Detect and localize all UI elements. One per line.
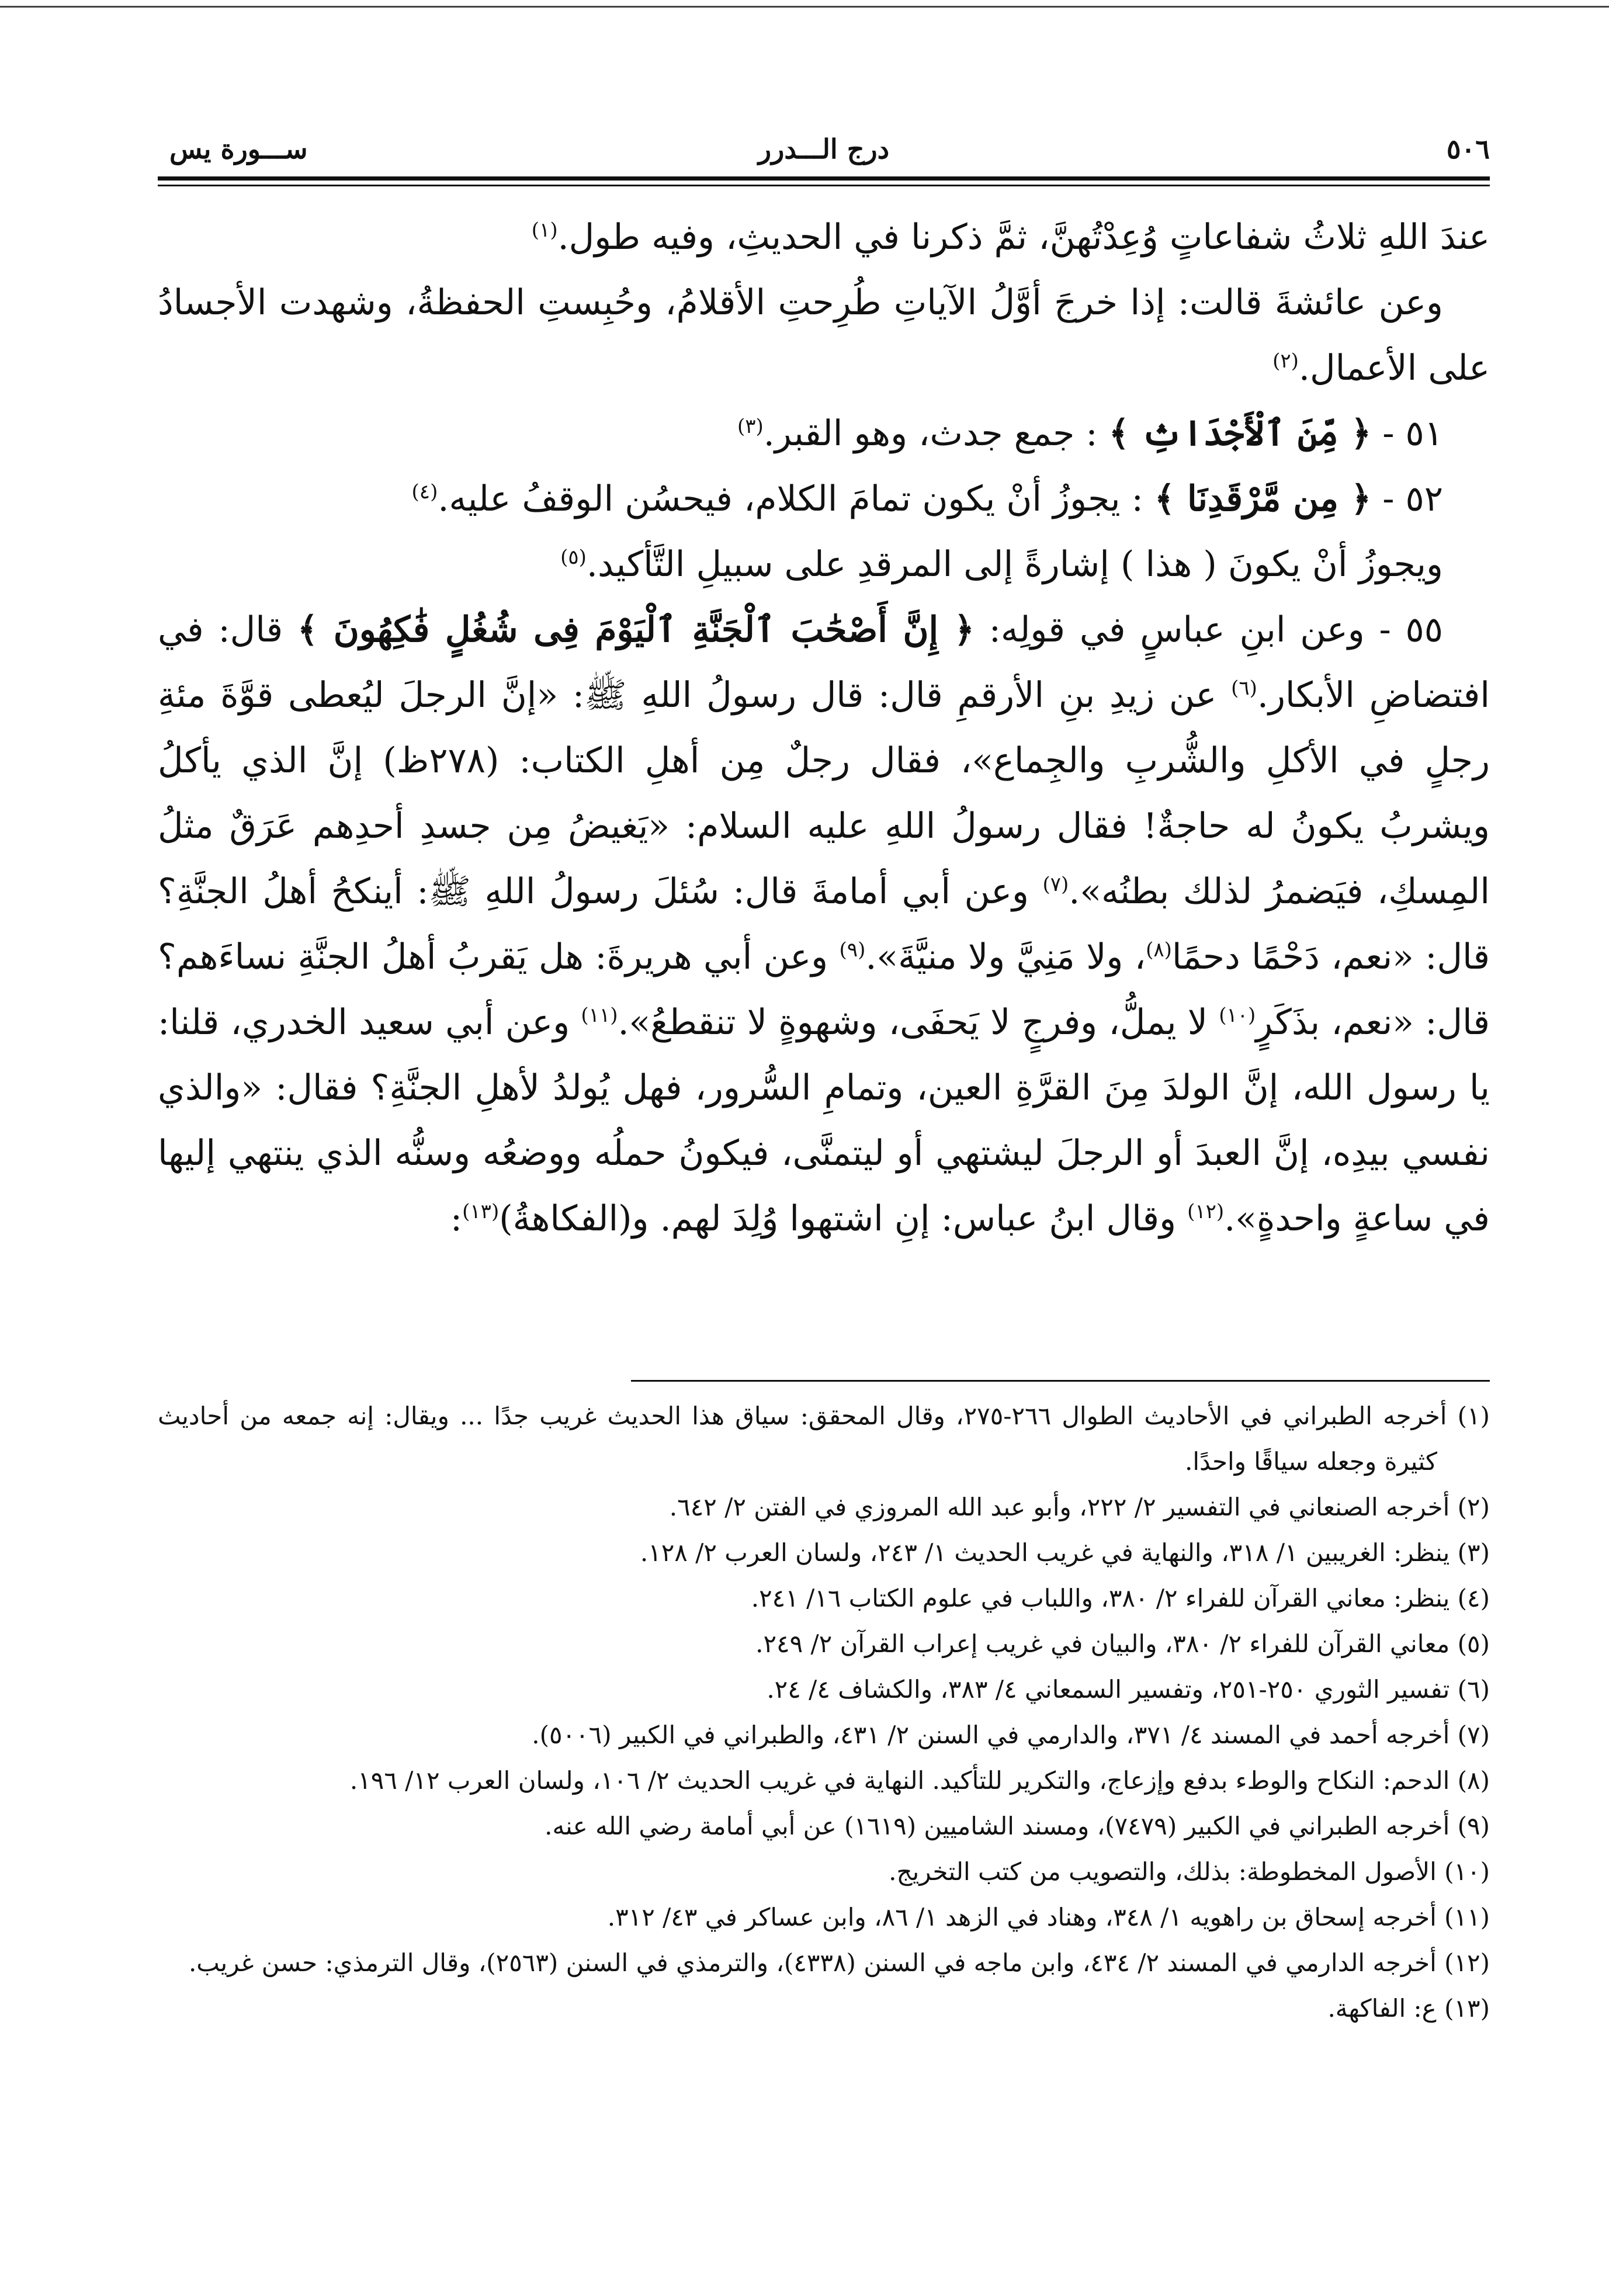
footnote-ref: (١): [531, 218, 558, 242]
paragraph: ويجوزُ أنْ يكونَ ( هذا ) إشارةً إلى المرقدِ على سبيلِ التَّأكيد.$^{(٥)}$: [560, 544, 1443, 585]
footnote-ref: (١٣): [462, 1200, 500, 1223]
footnote: (٢) أخرجه الصنعاني في التفسير ٢/ ٢٢٢، وأبو عبد الله المروزي في الفتن ٢/ ٦٤٢.: [669, 1493, 1490, 1521]
footnote: (٤) ينظر: معاني القرآن للفراء ٢/ ٣٨٠، واللباب في علوم الكتاب ١٦/ ٢٤١.: [751, 1584, 1490, 1612]
quran-quote: ﴿ مِن مَّرْقَدِنَا ﴾: [1154, 478, 1372, 519]
running-header: [158, 126, 1490, 172]
surah-title: ســـورة يس: [169, 133, 308, 165]
page-number: ٥٠٦: [1446, 133, 1490, 165]
quran-quote: ﴿ مِّنَ ٱلْأَجْدَاثِ ﴾: [1108, 413, 1372, 454]
footnote: (١٠) الأصول المخطوطة: بذلك، والتصويب من كتب التخريج.: [889, 1857, 1490, 1886]
footnote-separator: [631, 1380, 1490, 1382]
footnote-ref: (٧): [1042, 873, 1069, 896]
footnote: (٦) تفسير الثوري ٢٥٠-٢٥١، وتفسير السمعاني ٤/ ٣٨٣، والكشاف ٤/ ٢٤.: [767, 1675, 1490, 1704]
footnote: (٥) معاني القرآن للفراء ٢/ ٣٨٠، والبيان في غريب إعراب القرآن ٢/ ٢٤٩.: [755, 1629, 1490, 1658]
footnote: (٣) ينظر: الغريبين ١/ ٣١٨، والنهاية في غريب الحديث ١/ ٢٤٣، ولسان العرب ٢/ ١٢٨.: [640, 1538, 1490, 1567]
footnote-ref: (١٢): [1187, 1200, 1225, 1223]
footnote: (٩) أخرجه الطبراني في الكبير (٧٤٧٩)، ومسند الشاميين (١٦١٩) عن أبي أمامة رضي الله عنه.: [545, 1812, 1490, 1840]
footnote-ref: (٩): [839, 938, 866, 962]
footnote-ref: (١٠): [1219, 1004, 1256, 1027]
header-rule-thick: [158, 176, 1490, 181]
top-border-line: [0, 6, 1609, 8]
footnote-ref: (١١): [581, 1004, 618, 1027]
footnote-ref: (٦): [1231, 677, 1257, 700]
verse-55: ٥٥ - وعن ابنِ عباسٍ في قولِه: ﴿ إِنَّ أَصْحَٰبَ ٱلْجَنَّةِ ٱلْيَوْمَ فِى شُغُلٍ فَٰكِهُونَ ﴾ قال: في افتضاضِ الأبكار.$^{(٦)}$ عن زيدِ بنِ الأرقمِ قال: قال رسولُ اللهِ ﷺ: «إنَّ الرجلَ ليُعطى قوَّةَ مئةِ رجلٍ في الأكلِ والشُّربِ والجِماع»، فقال رجلٌ مِن أهلِ الكتاب: (٢٧٨ظ) إنَّ الذي يأكلُ ويشربُ يكونُ له حاجةٌ! فقال رسولُ اللهِ عليه السلام: «يَغيضُ مِن جسدِ أحدِهم عَرَقٌ مثلُ المِسكِ، فيَضمرُ لذلك بطنُه».$^{(٧)}$ وعن أبي أمامةَ قال: سُئلَ رسولُ اللهِ ﷺ: أينكحُ أهلُ الجنَّةِ؟ قال: «نعم، دَحْمًا دحمًا$^{(٨)}$، ولا مَنِيَّ ولا منيَّةَ».$^{(٩)}$ وعن أبي هريرةَ: هل يَقربُ أهلُ الجنَّةِ نساءَهم؟ قال: «نعم، بذَكَرٍ$^{(١٠)}$ لا يملُّ، وفرجٍ لا يَحفَى، وشهوةٍ لا تنقطعُ».$^{(١١)}$ وعن أبي سعيد الخدري، قلنا: يا رسول الله، إنَّ الولدَ مِنَ القرَّةِ العين، وتمامِ السُّرور، فهل يُولدُ لأهلِ الجنَّةِ؟ فقال: «والذي نفسي بيدِه، إنَّ العبدَ أو الرجلَ ليشتهي أو ليتمنَّى، فيكونُ حملُه ووضعُه وسنُّه الذي ينتهي إليها في ساعةٍ واحدةٍ».$^{(١٢)}$ وقال ابنُ عباس: إنِ اشتهوا وُلِدَ لهم. و(الفكاهةُ)$^{(١٣)}$:: [158, 609, 1490, 1239]
footnote-ref: (٤): [411, 480, 438, 504]
verse-number: ٥٢ -: [1382, 478, 1443, 519]
footnote-ref: (٢): [1272, 349, 1299, 373]
footnote: (٨) الدحم: النكاح والوطء بدفع وإزعاج، والتكرير للتأكيد. النهاية في غريب الحديث ٢/ ١٠٦، ولسان العرب ١٢/ ١٩٦.: [349, 1766, 1490, 1795]
verse-number: ٥٥ -: [1379, 609, 1443, 650]
quran-quote: ﴿ إِنَّ أَصْحَٰبَ ٱلْجَنَّةِ ٱلْيَوْمَ فِى شُغُلٍ فَٰكِهُونَ ﴾: [297, 609, 975, 650]
verse-number: ٥١ -: [1382, 413, 1443, 454]
footnote: (١٣) ع: الفاكهة.: [1327, 1994, 1490, 2023]
verse-52: ٥٢ - ﴿ مِن مَّرْقَدِنَا ﴾ : يجوزُ أنْ يكون تمامَ الكلام، فيحسُن الوقفُ عليه.$^{(٤)}$: [411, 478, 1443, 519]
paragraph: عندَ اللهِ ثلاثُ شفاعاتٍ وُعِدْتُهنَّ، ثمَّ ذكرنا في الحديثِ، وفيه طول.$^{(١)}$: [531, 217, 1490, 258]
footnote: (١١) أخرجه إسحاق بن راهويه ١/ ٣٤٨، وهناد في الزهد ١/ ٨٦، وابن عساكر في ٤٣/ ٣١٢.: [607, 1903, 1490, 1931]
verse-51: ٥١ - ﴿ مِّنَ ٱلْأَجْدَاثِ ﴾ : جمع جدث، وهو القبر.$^{(٣)}$: [737, 413, 1443, 454]
main-text: [158, 204, 1490, 1251]
header-rule-thin: [158, 185, 1490, 186]
paragraph: وعن عائشةَ قالت: إذا خرجَ أوَّلُ الآياتِ طُرِحتِ الأقلامُ، وحُبِستِ الحفظةُ، وشهدت الأجسادُ على الأعمال.$^{(٢)}$: [158, 282, 1490, 389]
footnote-ref: (٣): [737, 415, 764, 438]
footnote: (٧) أخرجه أحمد في المسند ٤/ ٣٧١، والدارمي في السنن ٢/ ٤٣١، والطبراني في الكبير (٥٠٠٦).: [532, 1721, 1490, 1749]
book-title: درج الـــدرر: [758, 133, 890, 165]
footnote: (١٢) أخرجه الدارمي في المسند ٢/ ٤٣٤، وابن ماجه في السنن (٤٣٣٨)، والترمذي في السنن (٢٥٦٣)، وقال الترمذي: حسن غريب.: [188, 1948, 1490, 1977]
footnote-ref: (٥): [560, 546, 587, 569]
footnote: (١) أخرجه الطبراني في الأحاديث الطوال ٢٦٦-٢٧٥، وقال المحقق: سياق هذا الحديث غريب جدًا ... ويقال: إنه جمعه من أحاديث كثيرة وجعله سياقًا واحدًا.: [158, 1402, 1490, 1476]
footnote-ref: (٨): [1146, 938, 1172, 962]
footnotes: [158, 1393, 1490, 2031]
